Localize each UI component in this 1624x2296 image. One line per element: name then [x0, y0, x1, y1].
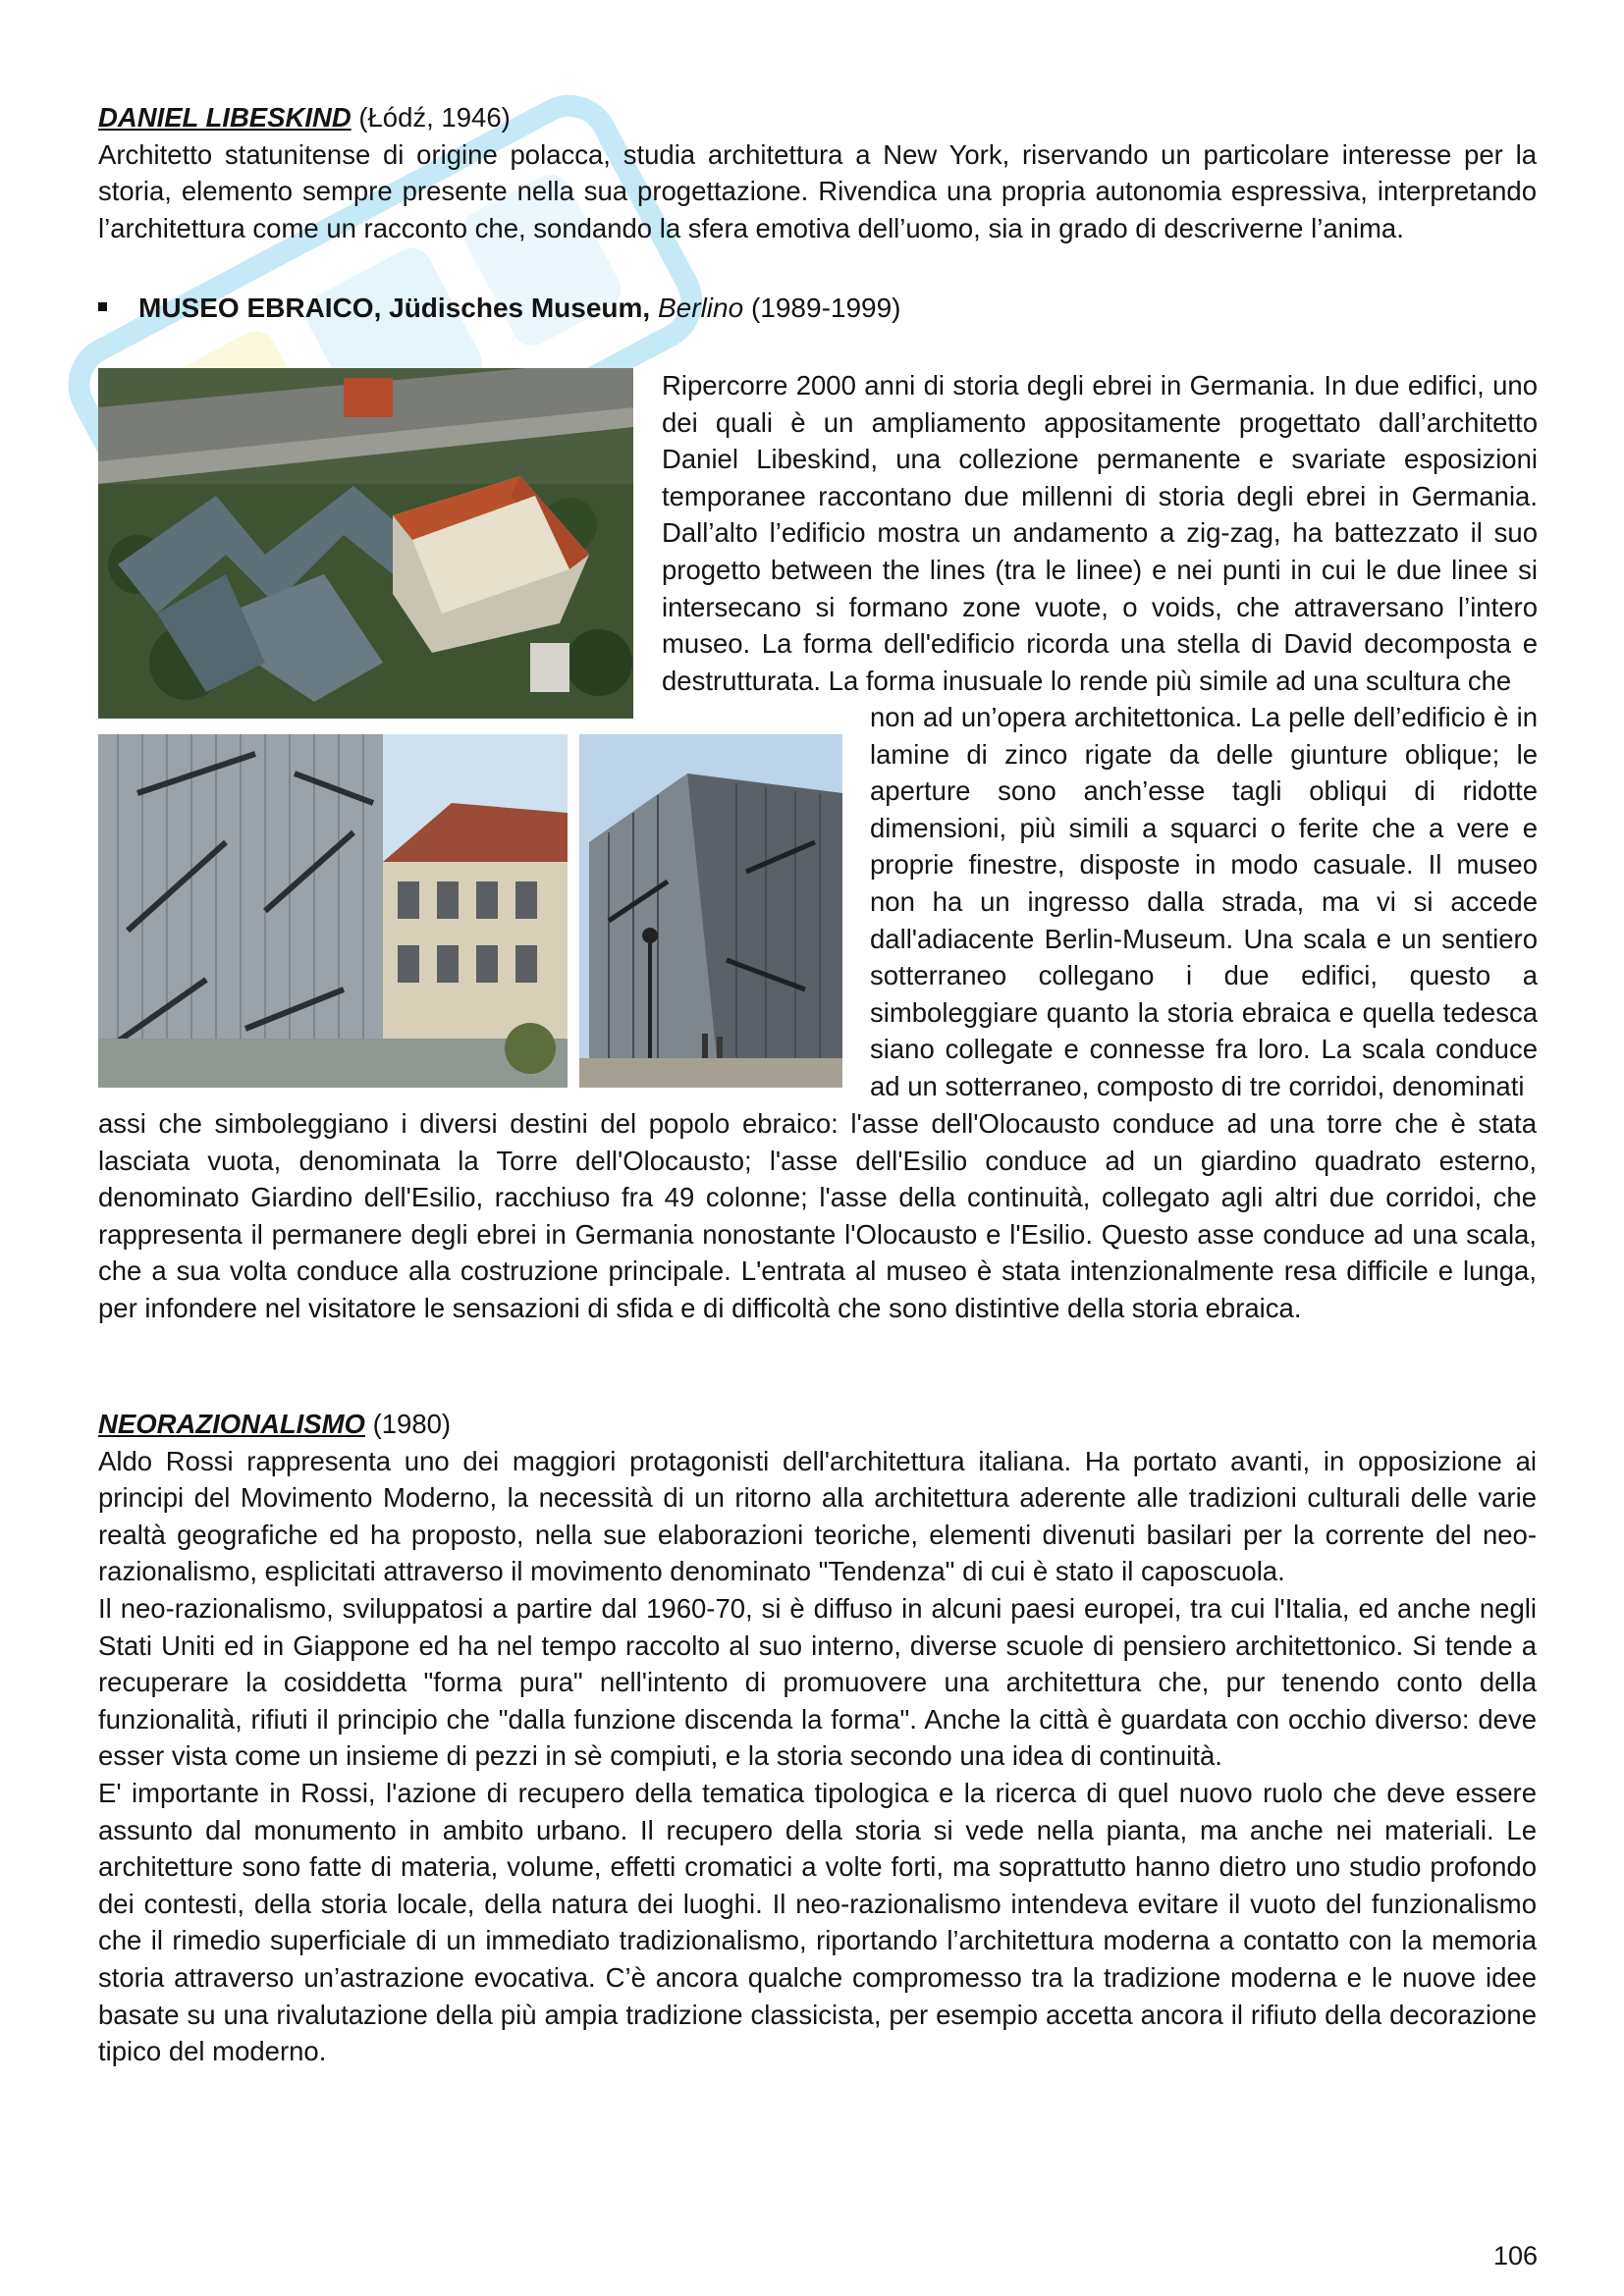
neorazionalismo-section — [98, 1406, 1537, 2070]
neorazionalismo-para-3: E' importante in Rossi, l'azione di recupero della tematica tipologica e la ricerca di quel nuovo ruolo che deve essere assunto dal monumento in ambito urbano. Il recupero della storia si vede nella pianta, ma anche nei materiali. Le architetture sono fatte di materia, volume, effetti cromatici a volte forti, ma soprattutto hanno dietro uno studio profondo dei contesti, della storia locale, della natura dei luoghi. Il neo-razionalismo intendeva evitare il vuoto del funzionalismo che il rimedio superficiale di un immediato tradizionalismo, riportando l’architettura moderna a contatto con la memoria storia attraverso un’astrazione evocativa. C’è ancora qualche compromesso tra la tradizione moderna e le nuove idee basate su una rivalutazione della più ampia tradizione classicista, per esempio accetta ancora il rifiuto della decorazione tipico del moderno. — [98, 1777, 1537, 2067]
museo-heading — [98, 289, 901, 328]
museo-heading-place: Berlino — [658, 293, 744, 323]
museo-text-block-2: non ad un’opera architettonica. La pelle dell’edificio è in lamine di zinco rigate da delle giunture oblique; le aperture sono anch’esse tagli obliqui di ridotte dimensioni, più simili a squarci o ferite che a vere e proprie finestre, disposte in modo casuale. Il museo non ha un ingresso dalla strada, ma vi si accede dall'adiacente Berlin-Museum. Una scala e un sentiero sotterraneo collegano i due edifici, questo a simboleggiare quanto la storia ebraica e quella tedesca siano collegate e connesse fra loro. La scala conduce ad un sotterraneo, composto di tre corridoi, denominati — [870, 702, 1538, 1101]
museo-text-block-3: assi che simboleggiano i diversi destini del popolo ebraico: l'asse dell'Olocausto conduce ad una torre che è stata lasciata vuota, denominata la Torre dell'Olocausto; l'asse dell'Esilio conduce ad un giardino quadrato esterno, denominato Giardino dell'Esilio, racchiuso fra 49 colonne; l'asse della continuità, collegato agli altri due corridoi, che rappresenta il permanere degli ebrei in Germania nonostante l'Olocausto e l'Esilio. Questo asse conduce ad una scala, che a sua volta conduce alla costruzione principale. L'entrata al museo è stata intenzionalmente resa difficile e lunga, per infondere nel visitatore le sensazioni di sfida e di difficoltà che sono distintive della storia ebraica. — [98, 1108, 1537, 1323]
libeskind-intro-text: Architetto statunitense di origine polacca, studia architettura a New York, riservando un particolare interesse per la storia, elemento sempre presente nella sua progettazione. Rivendica una propria autonomia espressiva, interpretando l’architettura come un racconto che, sondando la sfera emotiva dell’uomo, sia in grado di descriverne l’anima. — [98, 138, 1537, 243]
neorazionalismo-title-suffix: (1980) — [364, 1409, 452, 1439]
tower-photo — [579, 734, 842, 1088]
neorazionalismo-para-1: Aldo Rossi rappresenta uno dei maggiori protagonisti dell'architettura italiana. Ha portato avanti, in opposizione ai principi del Movimento Moderno, la necessità di un ritorno alla architettura aderente alle tradizioni culturali delle varie realtà geografiche ed ha proposto, nella sue elaborazioni teoriche, elementi divenuti basilari per la corrente del neo-razionalismo, esplicitati attraverso il movimento denominato "Tendenza" di cui è stato il caposcuola. — [98, 1445, 1537, 1587]
museo-text-block-1: Ripercorre 2000 anni di storia degli ebrei in Germania. In due edifici, uno dei quali è un ampliamento appositamente progettato dall’architetto Daniel Libeskind, una collezione permanente e svariate esposizioni temporanee raccontano due millenni di storia degli ebrei in Germania. Dall’alto l’edificio mostra un andamento a zig-zag, ha battezzato il suo progetto between the lines (tra le linee) e nei punti in cui le due linee si intersecano si formano zone vuote, o voids, che attraversano l’intero museo. La forma dell'edificio ricorda una stella di David decomposta e destrutturata. La forma inusuale lo rende più simile ad una scultura che — [662, 370, 1538, 696]
libeskind-title-suffix: (Łódź, 1946) — [351, 102, 511, 133]
museo-heading-bold: MUSEO EBRAICO, Jüdisches Museum, — [138, 293, 651, 323]
facade-photo — [98, 734, 568, 1088]
museo-heading-years: (1989-1999) — [750, 293, 901, 323]
bullet-square-icon — [98, 302, 107, 311]
neorazionalismo-para-2: Il neo-razionalismo, sviluppatosi a partire dal 1960-70, si è diffuso in alcuni paesi europei, tra cui l'Italia, ed anche negli Stati Uniti ed in Giappone ed ha nel tempo raccolto al suo interno, diverse scuole di pensiero architettonico. Si tende a recuperare la cosiddetta "forma pura" nell'intento di promuovere una architettura che, pur tenendo conto della funzionalità, rifiuti il principio che "dalla funzione discenda la forma". Anche la città è guardata con occhio diverso: deve esser vista come un insieme di pezzi in sè compiuti, e la storia secondo una idea di continuità. — [98, 1592, 1537, 1772]
page-number: 106 — [1492, 2241, 1538, 2270]
libeskind-title: DANIEL LIBESKIND — [98, 102, 352, 133]
libeskind-intro — [98, 99, 1537, 246]
aerial-photo — [98, 368, 633, 719]
neorazionalismo-title: NEORAZIONALISMO — [98, 1409, 365, 1439]
